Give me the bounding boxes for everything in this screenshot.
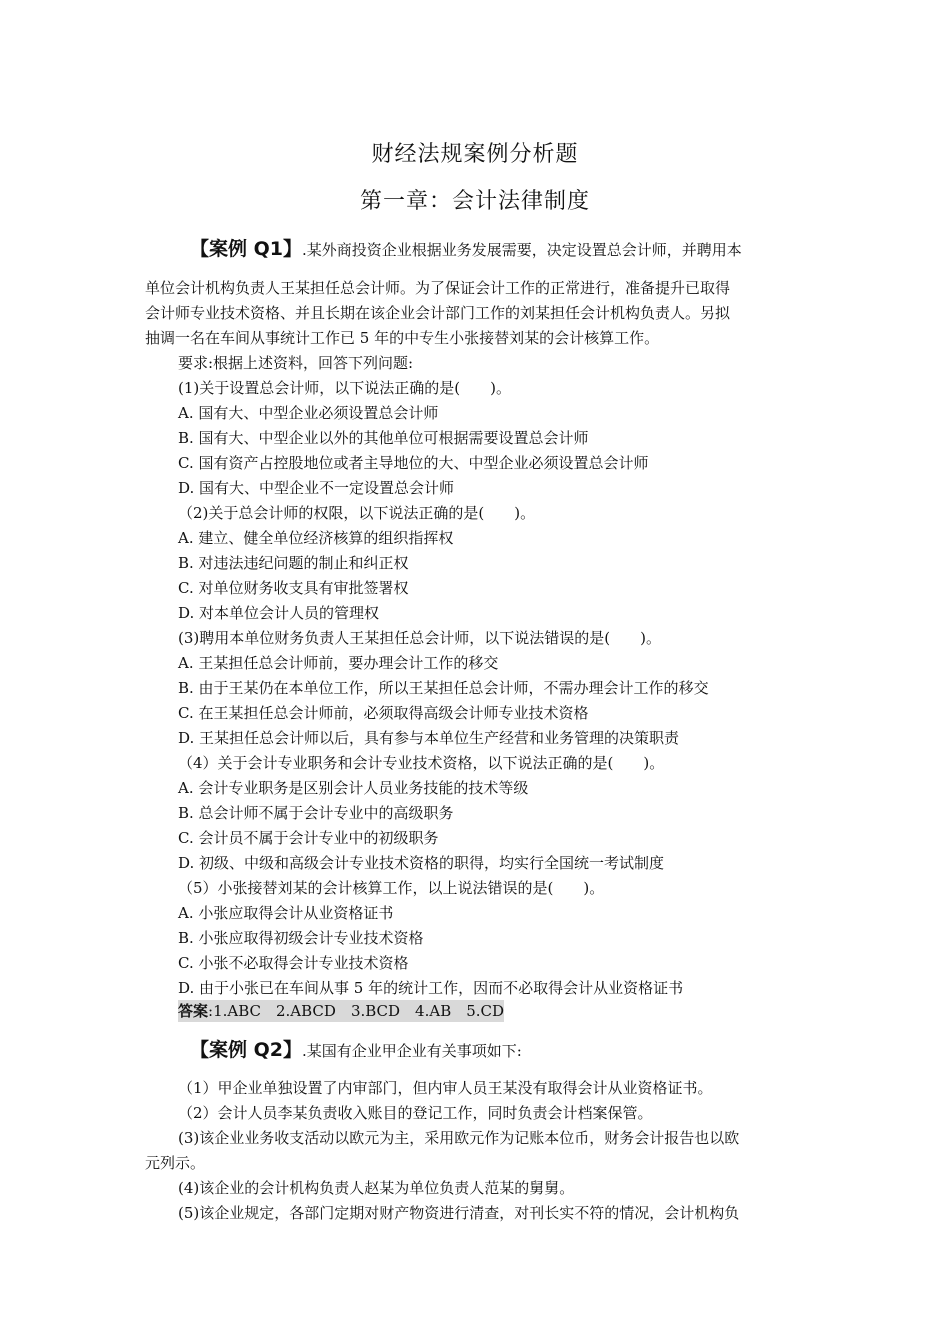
answer-label: 答案 — [178, 1002, 209, 1020]
case2-line: (5)该企业规定，各部门定期对财产物资进行清查，对刊长实不符的情况，会计机构负 — [178, 1204, 740, 1222]
case2-line: （1）甲企业单独设置了内审部门，但内审人员王某没有取得会计从业资格证书。 — [178, 1079, 713, 1097]
case1-label: 【案例 Q1】 — [190, 238, 302, 260]
chapter-title: 第一章：会计法律制度 — [359, 189, 590, 214]
case2-heading — [190, 1039, 522, 1062]
question-2: （2)关于总会计师的权限，以下说法正确的是( )。 — [178, 504, 536, 522]
question-4: （4）关于会计专业职务和会计专业技术资格，以下说法正确的是( )。 — [178, 754, 665, 772]
q5-option-a: A. 小张应取得会计从业资格证书 — [178, 904, 394, 922]
q2-option-b: B. 对违法违纪问题的制止和纠正权 — [178, 554, 409, 572]
case1-requirement: 要求:根据上述资料，回答下列问题: — [178, 354, 414, 372]
q2-option-d: D. 对本单位会计人员的管理权 — [178, 604, 380, 622]
case1-answer — [178, 1000, 504, 1022]
case2-line: （2）会计人员李某负责收入账目的登记工作，同时负责会计档案保管。 — [178, 1104, 653, 1122]
case1-intro-line: 会计师专业技术资格、并且长期在该企业会计部门工作的刘某担任会计机构负责人。另拟 — [145, 304, 731, 322]
q5-option-b: B. 小张应取得初级会计专业技术资格 — [178, 929, 424, 947]
q1-option-c: C. 国有资产占控股地位或者主导地位的大、中型企业必须设置总会计师 — [178, 454, 649, 472]
question-3: (3)聘用本单位财务负责人王某担任总会计师，以下说法错误的是( )。 — [178, 629, 661, 647]
q2-option-c: C. 对单位财务收支具有审批签署权 — [178, 579, 409, 597]
q4-option-a: A. 会计专业职务是区别会计人员业务技能的技术等级 — [178, 779, 529, 797]
case2-intro: .某国有企业甲企业有关事项如下: — [302, 1042, 522, 1060]
case1-intro-first: .某外商投资企业根据业务发展需要，决定设置总会计师，并聘用本 — [302, 241, 742, 259]
q5-option-d: D. 由于小张已在车间从事 5 年的统计工作，因而不必取得会计从业资格证书 — [178, 979, 684, 997]
q5-option-c: C. 小张不必取得会计专业技术资格 — [178, 954, 409, 972]
case2-line: 元列示。 — [145, 1154, 206, 1172]
case2-label: 【案例 Q2】 — [190, 1039, 302, 1061]
q1-option-a: A. 国有大、中型企业必须设置总会计师 — [178, 404, 439, 422]
case2-line: (3)该企业业务收支活动以欧元为主，采用欧元作为记账本位币，财务会计报告也以欧 — [178, 1129, 740, 1147]
q1-option-d: D. 国有大、中型企业不一定设置总会计师 — [178, 479, 455, 497]
q4-option-b: B. 总会计师不属于会计专业中的高级职务 — [178, 804, 454, 822]
case2-line: (4)该企业的会计机构负责人赵某为单位负责人范某的舅舅。 — [178, 1179, 575, 1197]
answer-text: :1.ABC 2.ABCD 3.BCD 4.AB 5.CD — [208, 1002, 505, 1020]
case1-heading — [190, 238, 742, 261]
q3-option-b: B. 由于王某仍在本单位工作，所以王某担任总会计师，不需办理会计工作的移交 — [178, 679, 709, 697]
q4-option-c: C. 会计员不属于会计专业中的初级职务 — [178, 829, 439, 847]
case1-intro-line: 单位会计机构负责人王某担任总会计师。为了保证会计工作的正常进行，准备提升已取得 — [145, 279, 731, 297]
q4-option-d: D. 初级、中级和高级会计专业技术资格的职得，均实行全国统一考试制度 — [178, 854, 665, 872]
q3-option-a: A. 王某担任总会计师前，要办理会计工作的移交 — [178, 654, 499, 672]
document-title: 财经法规案例分析题 — [371, 142, 579, 167]
q1-option-b: B. 国有大、中型企业以外的其他单位可根据需要设置总会计师 — [178, 429, 589, 447]
q3-option-c: C. 在王某担任总会计师前，必须取得高级会计师专业技术资格 — [178, 704, 589, 722]
question-5: （5）小张接替刘某的会计核算工作，以上说法错误的是( )。 — [178, 879, 605, 897]
q3-option-d: D. 王某担任总会计师以后，具有参与本单位生产经营和业务管理的决策职责 — [178, 729, 680, 747]
case1-intro-line: 抽调一名在车间从事统计工作已 5 年的中专生小张接替刘某的会计核算工作。 — [145, 329, 660, 347]
q2-option-a: A. 建立、健全单位经济核算的组织指挥权 — [178, 529, 454, 547]
question-1: (1)关于设置总会计师，以下说法正确的是( )。 — [178, 379, 511, 397]
